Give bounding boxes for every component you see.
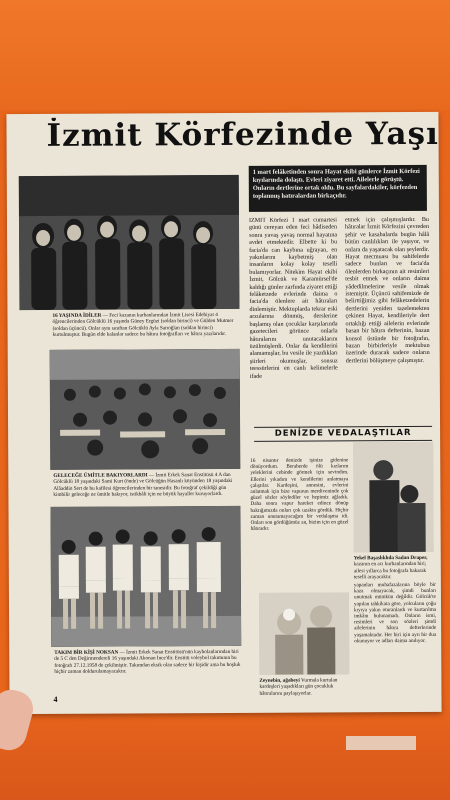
- caption-text: — İzmit Erkek Sanat Enstitüsü 4 A dan Gölcüklü 18 yaşındaki Sami Kurt (önde) ve Gölcüğün Hasanlı köyünden 18 yaşındaki Alâaddin Sert de bu kafilesi öğrencilerinden bir tanesidir. Bu fotoğraf çekildiği gün kimbilir geleceğe ne ümitle bakıyor, istikbâli için ne büyük hayaller kuruyorlardı.: [53, 471, 233, 499]
- caption-couple-portrait: [354, 555, 436, 581]
- caption-text: — İzmit Erkek Sanat Enstitüsü'nün kaybolanlarından biri de 5 C den Değirmendereli 16 yaşındaki Akonan İnce'dir. Enstitü voleybol takımının bu fotoğrafı 27.12.1958 de çekilmiştir. Takımdan eksik olan sadece bir kişidir ama bu boşluk hiçbir zaman doldurulamayacaktır.: [54, 648, 241, 676]
- photo-schoolgirls: [19, 175, 240, 310]
- article-column-1: İZMİT Körfezi 1 mart cumartesi günü cereyan eden feci hâdiseden sonra yavaş yavaş normal hayatına avdet etmektedir. Elbette ki bu facia'da can kaybına uğrayan, en yakınlarını kaybetmiş olan insanların kolay kolay teselli bulamıyorlar. Nitekim Hayat ekibi İzmit, Gölcük ve Karamürsel'de kaldığı günler zarfında ziyaret ettiği felâketzede evlerinde daima o facia'da ölenlere ait hâtıraları dinlemiştir. Mektuplarda tekrar eski arzularına dönmüş, derslerine başlamış olan çocuklar karşılarında gazetecileri görünce onlarla hâtıralarını unutacaklarını üzülmüşlerdi. Onlar da kendilerini alamamışlar, bu vesile ile yazdıkları şiirleri okumuşlar, sonsuz teessürlerini en canlı kelimelerle ifade: [248, 217, 338, 380]
- caption-title: 16 YAŞINDA İDİLER: [52, 312, 102, 319]
- caption-title: GELECEĞE ÜMİTLE BAKIYORLARDI: [53, 472, 148, 479]
- article-column-4: yapanları muhafazalarına böyle bir kaza olmayacak, şimdi bunları unutmak mümkün değildir. Gölcük'te yapılan tahkikata göre, yolcuların çoğu kıyıya yakın oturanlardı ve kurtarılma imkânı bulunamadı. Onların ismi, resimleri ve son sözleri şimdi ailelerinin hâtıra defterlerinde yaşamaktadır. Her biri için ayrı bir dua okunuyor ve adları daima anılıyor.: [353, 581, 437, 645]
- caption-title: Zeynebin, ağabeyi: [259, 677, 300, 684]
- caption-title: TAKIM BİR KİŞİ NOKSAN: [54, 649, 119, 656]
- caption-text: Vurmala kurtulan kardeşleri yaşadıkları gün çocukluk hâtıralarını paylaşıyorlar.: [259, 677, 338, 697]
- magazine-page: [6, 112, 441, 714]
- photo-volleyball-team: [50, 506, 241, 647]
- article-column-2: etmek için çalışmışlardır. Bu hâtıralar İzmit Körfezini çevreden şehir ve kasabalarda bugün hâlâ bütün canlılıkları ile yaşıyor, ve onlara da yaşatacak olan şeylerdir. Hayat mecmuası bu sahifelerde sadece bunları ve facia'da ölenlerden birkaçının ait resimleri tesbit etmek ve onların daima yâdedilmelerine vesile olmak istemiştir. Üçüncü sahifemizde de belirttiğimiz gibi felâketzedelerin dertlerini yeniden tazelemekten çekinen Hayat, kendileriyle dert ortaklığı ettiği ailelerin evlerinde basan bir hâtıra defterinin, bazan konsol üstünde bir fotoğrafın, bazan birbirleriyle mektubun üzerinde duracak sadece onların dertlerini bölüşmeye çalışmıştır.: [344, 216, 430, 365]
- section-heading: DENİZDE VEDALAŞTILAR: [254, 426, 432, 442]
- orange-background-top: [0, 0, 450, 110]
- caption-text: — Feci kazanın kurbanlarından İzmit Lisesi Edebiyat 4 öğrencilerinden Gölcüklü 16 yaşında Güney Ergüzi (soldan birinci) ve Gülden Mutmer (soldan üçüncü). Onlar aynı sınıftan Gölcüklü Ayla Sarıoğlan (soldan birinci) kurtulmuştur. Bugün elde kalanlar sadece bu hâtıra fotoğrafları ve hâtıra yazılarıdır.: [52, 312, 234, 339]
- caption-text: kazanın en acı kurbanlarından biri; ailesi yıllarca bu fotoğrafa bakarak teselli arayacaktır.: [353, 561, 427, 581]
- caption-schoolgirls: [52, 312, 240, 339]
- caption-children: [259, 677, 351, 697]
- caption-title: Yekel Başaslıklıda Sadan Draper,: [353, 554, 428, 562]
- intro-box: 1 mart felâketinden sonra Hayat ekibi günlerce İzmit Körfezi kıyılarında dolaştı. Evleri ziyaret etti. Ailelerle görüştü. Onların dertlerine ortak oldu. Bu sayfalardakiler, körfezden toplanmış hatıralardan birkaçıdır.: [249, 165, 427, 212]
- article-column-3: 16 nisantır denizde işinize gidenine dönüyordum. Beraberde ölü kızlarım yeleklerini cebinde görmek için sevindim. Ellerini yıkadım ve kendilerini anlatmaya çalıştılar. Kardeşini, annesini, evlerini anlatmak için bize vapurun merdiveninde çok güzel sözler söylediler ve hepimiz ağladık. Daha sonra vapur hareket edince dönüp baktığımızda onları çok uzakta gördük. Hiçbir zaman unutamayacağım bir vedalaşma idi. Onları son gördüğümüz an, bizim için en güzel hâtıradır.: [250, 457, 349, 533]
- caption-classroom: [53, 472, 241, 499]
- paper-scrap: [346, 736, 416, 750]
- photo-children: [259, 592, 349, 674]
- caption-volleyball-team: [54, 649, 242, 676]
- photo-couple-portrait: [353, 442, 434, 552]
- page-headline: İzmit Körfezinde Yaşı: [46, 115, 439, 154]
- orange-background-bottom: [0, 700, 450, 800]
- page-number: 4: [53, 694, 58, 704]
- photo-classroom: [50, 349, 241, 470]
